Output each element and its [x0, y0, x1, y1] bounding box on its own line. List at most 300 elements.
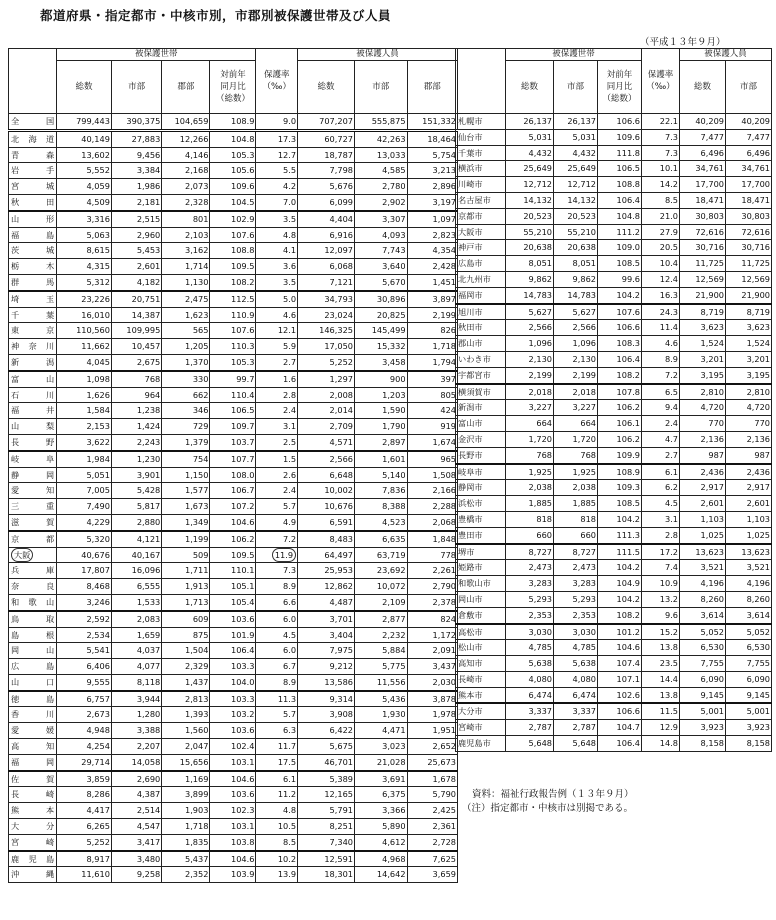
row-name: 兵庫	[9, 563, 57, 579]
cell-yoy: 107.6	[598, 304, 642, 320]
cell-hh-total: 7,005	[57, 483, 112, 499]
cell-hh-total: 16,010	[57, 307, 112, 323]
cell-hh-city: 2,353	[554, 607, 598, 623]
cell-hh-city: 1,986	[111, 179, 161, 195]
cell-p-total: 2,436	[680, 464, 726, 480]
cell-yoy: 109.6	[210, 179, 256, 195]
cell-hh-county: 754	[162, 451, 210, 467]
cell-hh-county: 2,073	[162, 179, 210, 195]
cell-rate: 2.5	[256, 434, 298, 450]
cell-hh-city: 1,280	[111, 707, 161, 723]
row-name: 福島	[9, 227, 57, 243]
cell-p-county: 1,451	[407, 274, 457, 290]
cell-yoy: 107.6	[210, 323, 256, 339]
table-row	[456, 624, 772, 640]
cell-hh-total: 8,917	[57, 851, 112, 867]
cell-p-county: 151,332	[407, 114, 457, 131]
cell-p-total: 8,251	[298, 819, 355, 835]
cell-hh-total: 25,649	[506, 161, 554, 177]
cell-hh-city: 6,555	[111, 579, 161, 595]
cell-hh-county: 801	[162, 211, 210, 227]
cell-rate: 11.4	[642, 320, 680, 336]
cell-yoy: 106.6	[598, 114, 642, 130]
row-name: 高知市	[456, 656, 506, 672]
row-name: 堺市	[456, 544, 506, 560]
cell-hh-county: 1,711	[162, 563, 210, 579]
cell-hh-total: 1,984	[57, 451, 112, 467]
p-city-header: 市部	[726, 61, 772, 114]
cell-p-city: 6,635	[355, 531, 408, 547]
cell-rate: 4.2	[256, 179, 298, 195]
prefecture-table	[8, 48, 458, 883]
cell-p-city: 8,388	[355, 499, 408, 515]
cell-hh-total: 1,098	[57, 371, 112, 387]
city-table	[455, 48, 772, 752]
table-row	[9, 483, 458, 499]
cell-hh-total: 40,149	[57, 130, 112, 147]
cell-hh-total: 29,714	[57, 754, 112, 770]
cell-rate: 13.2	[642, 591, 680, 607]
row-name: 広島市	[456, 256, 506, 272]
cell-hh-total: 4,059	[57, 179, 112, 195]
row-name: 高松市	[456, 624, 506, 640]
cell-p-total: 2,601	[680, 496, 726, 512]
cell-hh-city: 6,474	[554, 687, 598, 703]
cell-hh-city: 1,533	[111, 594, 161, 610]
cell-p-county: 1,951	[407, 723, 457, 739]
cell-p-city: 6,090	[726, 671, 772, 687]
row-name: 富山	[9, 371, 57, 387]
p-total-header: 総数	[298, 61, 355, 114]
cell-yoy: 111.2	[598, 224, 642, 240]
table-row	[9, 419, 458, 435]
cell-hh-city: 4,432	[554, 145, 598, 161]
cell-hh-total: 4,417	[57, 803, 112, 819]
cell-hh-city: 3,388	[111, 723, 161, 739]
table-row	[456, 480, 772, 496]
cell-p-city: 11,556	[355, 674, 408, 690]
cell-rate: 12.7	[256, 147, 298, 163]
cell-p-total: 46,701	[298, 754, 355, 770]
cell-rate: 24.3	[642, 304, 680, 320]
table-row	[456, 591, 772, 607]
cell-rate: 17.2	[642, 544, 680, 560]
cell-p-city: 2,917	[726, 480, 772, 496]
cell-hh-county: 1,903	[162, 803, 210, 819]
cell-yoy: 106.4	[598, 351, 642, 367]
cell-hh-total: 12,712	[506, 177, 554, 193]
cell-hh-city: 8,118	[111, 674, 161, 690]
cell-yoy: 99.6	[598, 271, 642, 287]
cell-hh-total: 40,676	[57, 547, 112, 563]
cell-p-total: 2,136	[680, 431, 726, 447]
cell-yoy: 106.2	[598, 400, 642, 416]
cell-hh-county: 2,813	[162, 691, 210, 707]
cell-p-city: 3,366	[355, 803, 408, 819]
row-name: 豊田市	[456, 527, 506, 543]
cell-p-city: 3,458	[355, 354, 408, 370]
cell-hh-total: 799,443	[57, 114, 112, 131]
cell-hh-total: 4,229	[57, 514, 112, 530]
cell-rate: 11.3	[256, 691, 298, 707]
cell-yoy: 103.2	[210, 707, 256, 723]
cell-hh-city: 4,037	[111, 643, 161, 659]
cell-p-total: 7,340	[298, 834, 355, 850]
cell-hh-county: 330	[162, 371, 210, 387]
cell-hh-city: 1,238	[111, 403, 161, 419]
cell-yoy: 111.3	[598, 527, 642, 543]
cell-rate: 5.9	[256, 339, 298, 355]
cell-rate: 13.8	[642, 640, 680, 656]
cell-hh-city: 14,783	[554, 287, 598, 303]
cell-p-county: 3,213	[407, 163, 457, 179]
cell-p-total: 2,008	[298, 387, 355, 403]
cell-rate: 15.2	[642, 624, 680, 640]
cell-hh-city: 4,547	[111, 819, 161, 835]
cell-rate: 6.1	[642, 464, 680, 480]
cell-yoy: 107.2	[210, 499, 256, 515]
table-row	[9, 514, 458, 530]
cell-rate: 1.6	[256, 371, 298, 387]
cell-hh-total: 818	[506, 511, 554, 527]
cell-rate: 8.5	[256, 834, 298, 850]
cell-rate: 8.9	[256, 579, 298, 595]
row-name	[9, 547, 57, 563]
cell-p-total: 6,916	[298, 227, 355, 243]
row-name: 沖縄	[9, 867, 57, 883]
cell-rate: 4.8	[256, 227, 298, 243]
table-row	[9, 499, 458, 515]
cell-p-total: 5,791	[298, 803, 355, 819]
cell-hh-county: 104,659	[162, 114, 210, 131]
cell-p-county: 7,625	[407, 851, 457, 867]
cell-p-city: 6,375	[355, 787, 408, 803]
cell-hh-county: 565	[162, 323, 210, 339]
row-name: 栃木	[9, 259, 57, 275]
cell-rate: 4.5	[256, 627, 298, 643]
table-row	[9, 707, 458, 723]
cell-p-city: 770	[726, 416, 772, 432]
cell-p-city: 18,471	[726, 192, 772, 208]
table-row	[9, 723, 458, 739]
row-name: 豊橋市	[456, 511, 506, 527]
cell-p-city: 7,836	[355, 483, 408, 499]
cell-hh-city: 5,293	[554, 591, 598, 607]
table-row	[9, 467, 458, 483]
cell-hh-city: 2,199	[554, 367, 598, 383]
cell-hh-total: 6,474	[506, 687, 554, 703]
table-row	[456, 720, 772, 736]
cell-hh-total: 6,757	[57, 691, 112, 707]
cell-p-total: 9,212	[298, 659, 355, 675]
cell-p-county: 1,097	[407, 211, 457, 227]
cell-p-city: 5,436	[355, 691, 408, 707]
cell-hh-city: 1,885	[554, 496, 598, 512]
cell-hh-county: 5,437	[162, 851, 210, 867]
cell-p-total: 1,297	[298, 371, 355, 387]
cell-hh-city: 3,480	[111, 851, 161, 867]
cell-yoy: 106.2	[598, 431, 642, 447]
cell-rate: 20.5	[642, 240, 680, 256]
cell-yoy: 103.3	[210, 691, 256, 707]
table-row	[9, 771, 458, 787]
cell-rate: 2.7	[256, 354, 298, 370]
hh-city-header: 市部	[111, 61, 161, 114]
cell-hh-county: 1,370	[162, 354, 210, 370]
cell-hh-county: 1,718	[162, 819, 210, 835]
cell-p-city: 23,692	[355, 563, 408, 579]
cell-hh-total: 5,638	[506, 656, 554, 672]
cell-yoy: 108.5	[598, 256, 642, 272]
cell-p-county: 2,823	[407, 227, 457, 243]
cell-yoy: 107.6	[210, 227, 256, 243]
cell-rate: 11.7	[256, 739, 298, 755]
cell-rate: 6.5	[642, 384, 680, 400]
cell-hh-total: 2,353	[506, 607, 554, 623]
cell-hh-total: 8,286	[57, 787, 112, 803]
cell-hh-city: 2,181	[111, 194, 161, 210]
cell-p-total: 4,571	[298, 434, 355, 450]
row-name: 大分市	[456, 703, 506, 719]
cell-yoy: 104.8	[598, 208, 642, 224]
table-row	[9, 819, 458, 835]
table-row	[9, 531, 458, 547]
cell-hh-county: 1,673	[162, 499, 210, 515]
table-row	[9, 851, 458, 867]
table-row	[456, 511, 772, 527]
cell-p-city: 1,203	[355, 387, 408, 403]
row-name: 北九州市	[456, 271, 506, 287]
cell-rate: 4.5	[642, 496, 680, 512]
cell-yoy: 104.2	[598, 591, 642, 607]
cell-rate: 12.1	[256, 323, 298, 339]
cell-hh-city: 20,751	[111, 291, 161, 307]
cell-hh-city: 5,031	[554, 129, 598, 145]
cell-p-total: 2,566	[298, 451, 355, 467]
table-row	[9, 291, 458, 307]
row-name: 山口	[9, 674, 57, 690]
cell-yoy: 102.4	[210, 739, 256, 755]
cell-hh-total: 2,199	[506, 367, 554, 383]
cell-p-county: 1,978	[407, 707, 457, 723]
cell-hh-total: 5,648	[506, 736, 554, 752]
cell-yoy: 108.8	[598, 177, 642, 193]
cell-p-total: 18,787	[298, 147, 355, 163]
table-row	[456, 464, 772, 480]
cell-hh-city: 2,880	[111, 514, 161, 530]
cell-rate: 3.5	[256, 274, 298, 290]
cell-hh-total: 4,948	[57, 723, 112, 739]
cell-yoy: 108.8	[210, 243, 256, 259]
table-row	[9, 594, 458, 610]
cell-hh-total: 5,293	[506, 591, 554, 607]
cell-hh-city: 8,051	[554, 256, 598, 272]
cell-p-city: 5,884	[355, 643, 408, 659]
cell-hh-county: 1,504	[162, 643, 210, 659]
cell-p-county: 1,794	[407, 354, 457, 370]
cell-p-county: 2,896	[407, 179, 457, 195]
cell-rate: 21.0	[642, 208, 680, 224]
row-name: 宮崎	[9, 834, 57, 850]
table-row	[9, 451, 458, 467]
cell-hh-total: 17,807	[57, 563, 112, 579]
cell-p-city: 17,700	[726, 177, 772, 193]
cell-hh-county: 1,623	[162, 307, 210, 323]
cell-rate: 12.4	[642, 271, 680, 287]
row-name: 山形	[9, 211, 57, 227]
row-name: 福井	[9, 403, 57, 419]
cell-p-county: 1,508	[407, 467, 457, 483]
cell-hh-city: 12,712	[554, 177, 598, 193]
cell-yoy: 105.3	[210, 354, 256, 370]
cell-p-county: 2,091	[407, 643, 457, 659]
row-name: 愛知	[9, 483, 57, 499]
row-name: 京都市	[456, 208, 506, 224]
cell-yoy: 106.4	[598, 192, 642, 208]
cell-hh-county: 2,103	[162, 227, 210, 243]
cell-rate: 5.0	[256, 291, 298, 307]
row-name: 高知	[9, 739, 57, 755]
cell-hh-total: 11,662	[57, 339, 112, 355]
cell-rate: 14.2	[642, 177, 680, 193]
cell-yoy: 104.2	[598, 287, 642, 303]
cell-hh-city: 3,417	[111, 834, 161, 850]
cell-hh-total: 5,627	[506, 304, 554, 320]
cell-hh-city: 55,210	[554, 224, 598, 240]
table-row	[456, 736, 772, 752]
cell-hh-total: 2,534	[57, 627, 112, 643]
cell-hh-city: 768	[111, 371, 161, 387]
cell-hh-county: 2,329	[162, 659, 210, 675]
row-name: 和歌山	[9, 594, 57, 610]
row-name: 新潟市	[456, 400, 506, 416]
cell-hh-city: 2,690	[111, 771, 161, 787]
hh-total-header: 総数	[506, 61, 554, 114]
cell-hh-total: 4,080	[506, 671, 554, 687]
cell-yoy: 104.6	[210, 851, 256, 867]
cell-hh-total: 1,096	[506, 336, 554, 352]
cell-yoy: 108.3	[598, 336, 642, 352]
cell-p-county: 1,678	[407, 771, 457, 787]
cell-rate: 3.5	[256, 211, 298, 227]
cell-p-total: 30,803	[680, 208, 726, 224]
cell-hh-city: 2,601	[111, 259, 161, 275]
cell-hh-total: 7,490	[57, 499, 112, 515]
cell-p-total: 1,103	[680, 511, 726, 527]
cell-p-city: 145,499	[355, 323, 408, 339]
row-name: 福岡市	[456, 287, 506, 303]
table-row	[456, 576, 772, 592]
cell-hh-city: 5,648	[554, 736, 598, 752]
row-name: 岐阜	[9, 451, 57, 467]
cell-hh-county: 2,328	[162, 194, 210, 210]
cell-p-total: 5,052	[680, 624, 726, 640]
cell-hh-total: 2,473	[506, 560, 554, 576]
cell-p-city: 2,109	[355, 594, 408, 610]
cell-hh-city: 5,453	[111, 243, 161, 259]
cell-hh-city: 2,960	[111, 227, 161, 243]
cell-p-total: 7,975	[298, 643, 355, 659]
persons-section-header: 被保護人員	[298, 49, 458, 61]
cell-hh-city: 2,130	[554, 351, 598, 367]
cell-p-county: 824	[407, 611, 457, 627]
cell-hh-total: 1,885	[506, 496, 554, 512]
cell-p-city: 4,720	[726, 400, 772, 416]
cell-rate: 7.4	[642, 560, 680, 576]
cell-yoy: 107.7	[210, 451, 256, 467]
row-name: いわき市	[456, 351, 506, 367]
cell-p-city: 5,775	[355, 659, 408, 675]
cell-hh-city: 3,901	[111, 467, 161, 483]
cell-p-total: 17,700	[680, 177, 726, 193]
table-row	[9, 754, 458, 770]
cell-yoy: 110.9	[210, 307, 256, 323]
cell-p-city: 3,691	[355, 771, 408, 787]
table-row	[9, 611, 458, 627]
cell-hh-total: 8,051	[506, 256, 554, 272]
cell-p-city: 2,902	[355, 194, 408, 210]
table-row	[456, 192, 772, 208]
row-name: 埼玉	[9, 291, 57, 307]
row-name: 静岡市	[456, 480, 506, 496]
cell-hh-county: 509	[162, 547, 210, 563]
cell-hh-city: 4,077	[111, 659, 161, 675]
cell-p-city: 4,093	[355, 227, 408, 243]
cell-yoy: 109.5	[210, 547, 256, 563]
cell-p-total: 7,798	[298, 163, 355, 179]
cell-rate: 4.8	[256, 803, 298, 819]
row-name: 千葉市	[456, 145, 506, 161]
table-row	[9, 227, 458, 243]
cell-hh-county: 1,560	[162, 723, 210, 739]
hh-county-header: 郡部	[162, 61, 210, 114]
row-name: 鳥取	[9, 611, 57, 627]
cell-hh-county: 2,047	[162, 739, 210, 755]
cell-p-total: 3,201	[680, 351, 726, 367]
cell-p-city: 5,001	[726, 703, 772, 719]
cell-hh-county: 1,393	[162, 707, 210, 723]
cell-p-total: 72,616	[680, 224, 726, 240]
cell-p-city: 8,260	[726, 591, 772, 607]
cell-hh-total: 8,615	[57, 243, 112, 259]
cell-rate: 7.3	[256, 563, 298, 579]
cell-hh-total: 9,862	[506, 271, 554, 287]
cell-hh-total: 4,315	[57, 259, 112, 275]
cell-hh-county: 3,899	[162, 787, 210, 803]
cell-hh-total: 9,555	[57, 674, 112, 690]
cell-hh-total: 2,673	[57, 707, 112, 723]
table-row	[9, 643, 458, 659]
cell-hh-total: 3,316	[57, 211, 112, 227]
cell-hh-city: 14,387	[111, 307, 161, 323]
cell-rate: 7.2	[642, 367, 680, 383]
table-row	[9, 323, 458, 339]
row-name: 愛媛	[9, 723, 57, 739]
cell-yoy: 104.6	[210, 514, 256, 530]
cell-rate: 23.5	[642, 656, 680, 672]
row-name: 神戸市	[456, 240, 506, 256]
row-name: 宇都宮市	[456, 367, 506, 383]
cell-hh-county: 1,713	[162, 594, 210, 610]
cell-rate: 9.4	[642, 400, 680, 416]
cell-p-county: 965	[407, 451, 457, 467]
cell-hh-city: 14,058	[111, 754, 161, 770]
cell-p-county: 826	[407, 323, 457, 339]
cell-hh-city: 768	[554, 447, 598, 463]
cell-p-total: 707,207	[298, 114, 355, 131]
cell-hh-total: 110,560	[57, 323, 112, 339]
cell-yoy: 108.9	[210, 114, 256, 131]
